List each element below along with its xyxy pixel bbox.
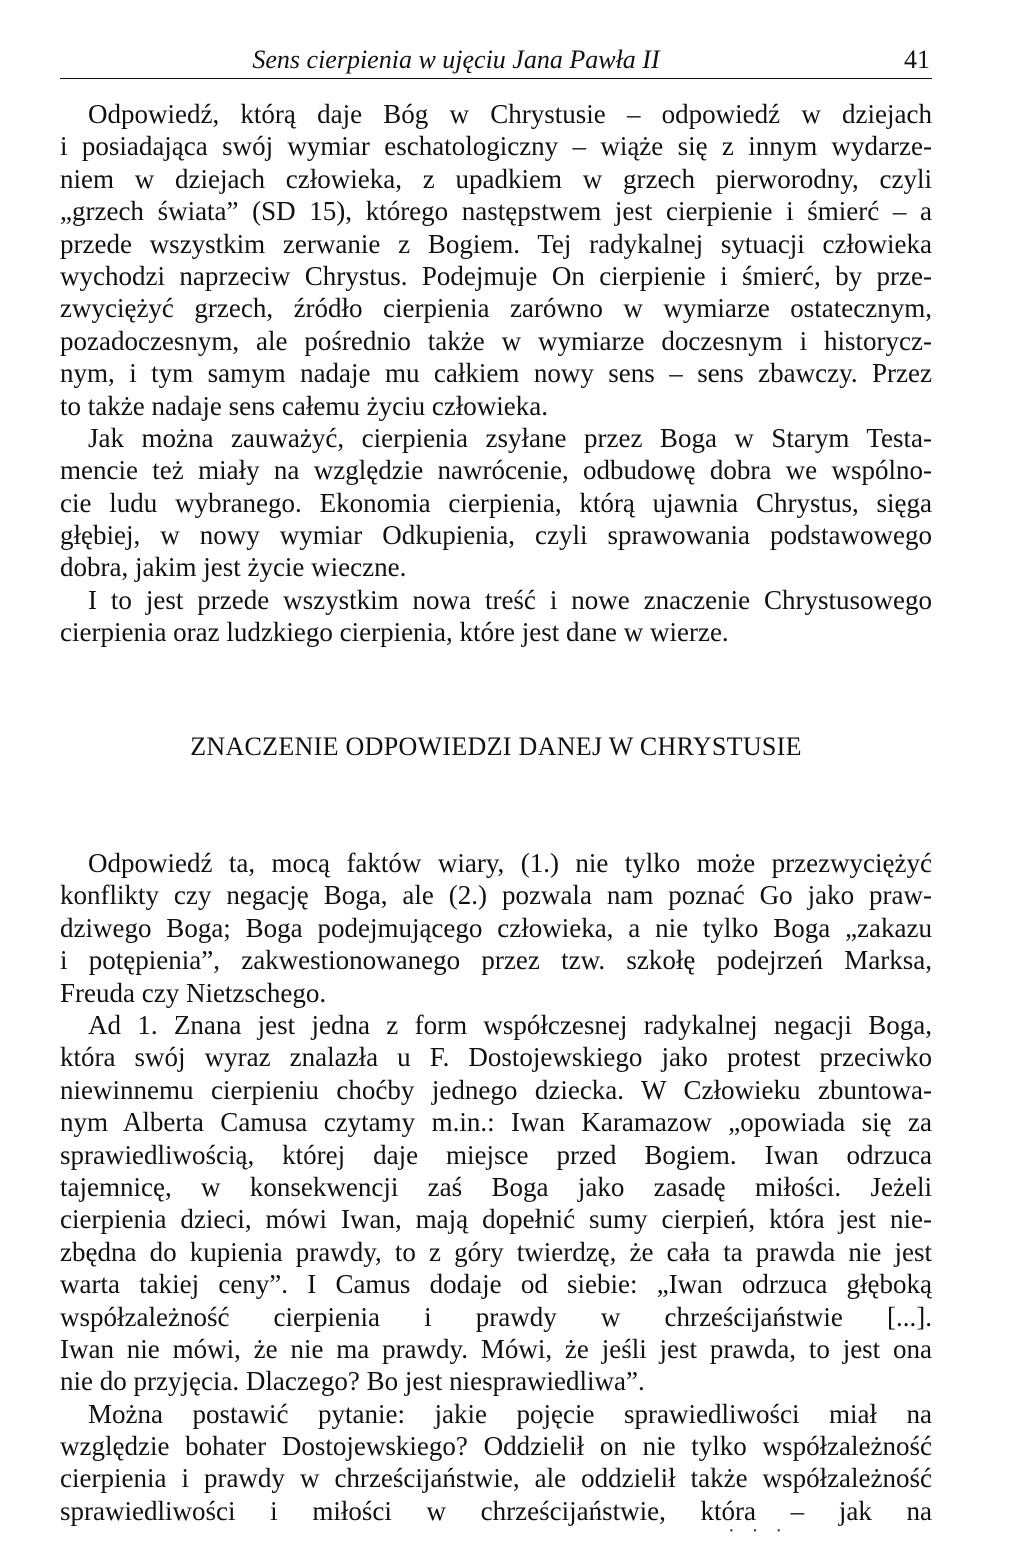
- paragraph: [60, 98, 932, 422]
- text-line: sprawiedliwości i miłości w chrześcijaństwie, która – jak na: [60, 1495, 932, 1526]
- text-line: nym, i tym samym nadaje mu całkiem nowy sens – sens zbawczy. Przez: [60, 358, 932, 389]
- text-line: konflikty czy negację Boga, ale (2.) pozwala nam poznać Go jako praw-: [60, 880, 932, 911]
- text-line: Można postawić pytanie: jakie pojęcie sprawiedliwości miał na: [88, 1398, 932, 1429]
- text-line: tajemnicę, w konsekwencji zaś Boga jako zasadę miłości. Jeżeli: [60, 1171, 932, 1202]
- section-heading: ZNACZENIE ODPOWIEDZI DANEJ W CHRYSTUSIE: [190, 731, 802, 761]
- scan-speck-mark: · · ·: [728, 1520, 788, 1542]
- text-line: niem w dziejach człowieka, z upadkiem w grzech pierworodny, czyli: [60, 163, 932, 194]
- text-line: zwyciężyć grzech, źródło cierpienia zarówno w wymiarze ostatecznym,: [60, 293, 932, 324]
- text-line: nie do przyjęcia. Dlaczego? Bo jest niesprawiedliwa”.: [60, 1366, 645, 1397]
- text-line: która swój wyraz znalazła u F. Dostojewskiego jako protest przeciwko: [60, 1042, 932, 1073]
- text-line: nym Alberta Camusa czytamy m.in.: Iwan Karamazow „opowiada się za: [60, 1107, 932, 1138]
- text-line: Iwan nie mówi, że nie ma prawdy. Mówi, że jeśli jest prawda, to jest ona: [60, 1333, 932, 1364]
- text-line: I to jest przede wszystkim nowa treść i nowe znaczenie Chrystusowego: [88, 584, 932, 615]
- text-line: przede wszystkim zerwanie z Bogiem. Tej radykalnej sytuacji człowieka: [60, 228, 932, 259]
- text-line: mencie też miały na względzie nawrócenie, odbudowę dobra we wspólno-: [60, 455, 932, 486]
- text-line: względzie bohater Dostojewskiego? Oddzielił on nie tylko współzależność: [60, 1431, 932, 1462]
- text-line: i potępienia”, zakwestionowanego przez tzw. szkołę podejrzeń Marksa,: [60, 945, 932, 976]
- text-line: dobra, jakim jest życie wieczne.: [60, 552, 407, 583]
- text-line: cierpienia i prawdy w chrześcijaństwie, ale oddzielił także współzależność: [60, 1463, 932, 1494]
- text-line: warta takiej ceny”. I Camus dodaje od siebie: „Iwan odrzuca głęboką: [60, 1269, 932, 1300]
- text-line: cierpienia dzieci, mówi Iwan, mają dopełnić sumy cierpień, która jest nie-: [60, 1204, 932, 1235]
- text-line: Jak można zauważyć, cierpienia zsyłane przez Boga w Starym Testa-: [88, 422, 932, 453]
- paragraph: [60, 1009, 932, 1398]
- text-line: zbędna do kupienia prawdy, to z góry twierdzę, że cała ta prawda nie jest: [60, 1236, 932, 1267]
- text-line: Ad 1. Znana jest jedna z form współczesnej radykalnej negacji Boga,: [88, 1010, 932, 1040]
- text-line: współzależność cierpienia i prawdy w chrześcijaństwie [...].: [60, 1301, 932, 1332]
- paragraph: [60, 422, 932, 584]
- paragraph: [60, 584, 932, 649]
- running-title: Sens cierpienia w ujęciu Jana Pawła II: [252, 45, 660, 74]
- text-line: Freuda czy Nietzschego.: [60, 977, 327, 1008]
- paragraph: [60, 1398, 932, 1528]
- page-body: [60, 98, 932, 1527]
- text-line: niewinnemu cierpieniu choćby jednego dziecka. W Człowieku zbuntowa-: [60, 1074, 932, 1105]
- text-line: to także nadaje sens całemu życiu człowieka.: [60, 390, 549, 421]
- text-line: głębiej, w nowy wymiar Odkupienia, czyli sprawowania podstawowego: [60, 520, 932, 551]
- text-line: Odpowiedź ta, mocą faktów wiary, (1.) nie tylko może przezwyciężyć: [88, 848, 932, 879]
- text-line: sprawiedliwością, której daje miejsce przed Bogiem. Iwan odrzuca: [60, 1139, 932, 1170]
- text-line: Odpowiedź, którą daje Bóg w Chrystusie – odpowiedź w dziejach: [88, 99, 932, 129]
- page-number: 41: [904, 45, 930, 74]
- text-line: „grzech świata” (SD 15), którego następstwem jest cierpienie i śmierć – a: [60, 196, 932, 227]
- text-line: wychodzi naprzeciw Chrystus. Podejmuje On cierpienie i śmierć, by prze-: [60, 260, 932, 291]
- text-line: dziwego Boga; Boga podejmującego człowieka, a nie tylko Boga „zakazu: [60, 912, 932, 943]
- paragraph: [60, 847, 932, 1009]
- page-header: [60, 44, 932, 79]
- text-line: pozadoczesnym, ale pośrednio także w wymiarze doczesnym i historycz-: [60, 325, 932, 356]
- text-line: cie ludu wybranego. Ekonomia cierpienia, którą ujawnia Chrystus, sięga: [60, 487, 932, 518]
- text-line: i posiadająca swój wymiar eschatologiczny – wiąże się z innym wydarze-: [60, 131, 932, 162]
- text-line: cierpienia oraz ludzkiego cierpienia, które jest dane w wierze.: [60, 617, 729, 648]
